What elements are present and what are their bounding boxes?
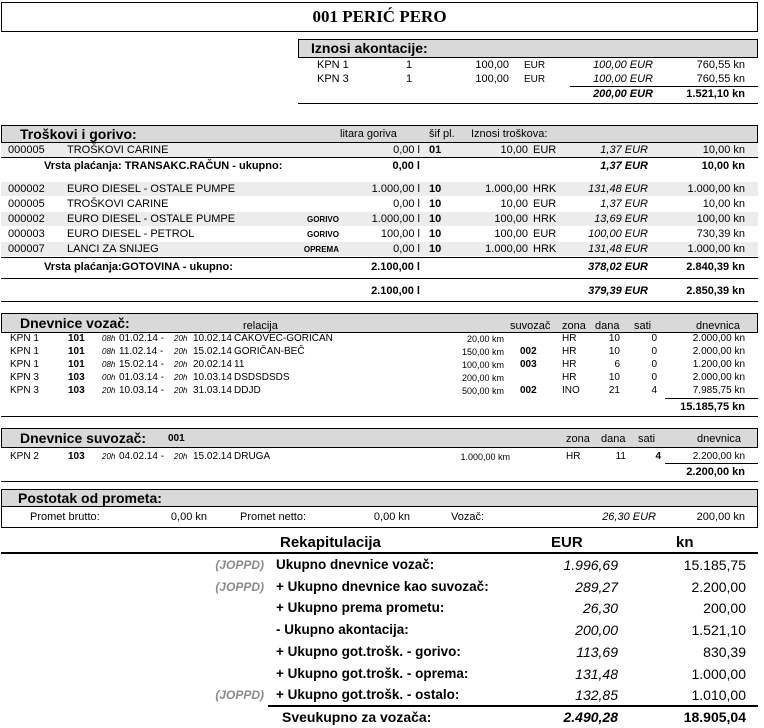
troskovi-cur: EUR xyxy=(533,228,557,240)
troskovi-g2-litres: 2.100,00 l xyxy=(371,261,420,273)
troskovi-amount: 1.000,00 xyxy=(485,183,528,195)
troskovi-tag: GORIVO xyxy=(306,215,339,224)
ds-bottom-line xyxy=(1,481,758,482)
dv-km: 500,00 km xyxy=(461,386,504,396)
ds-total-line xyxy=(665,463,758,464)
troskovi-cur: HRK xyxy=(533,243,557,255)
troskovi-g2-divider xyxy=(1,257,758,258)
dv-d2: 10.02.14 xyxy=(193,333,232,344)
dv-zona: HR xyxy=(562,333,577,344)
troskovi-total-eur: 379,39 EUR xyxy=(588,285,648,297)
akont-kn: 760,55 kn xyxy=(696,73,745,85)
dv-t1: 20h xyxy=(102,386,116,395)
troskovi-bottom-line xyxy=(1,301,758,302)
rekap-eur: 132,85 xyxy=(575,687,618,704)
akontacije-divider xyxy=(570,86,758,87)
troskovi-code: 000005 xyxy=(8,198,45,210)
rekap-label: - Ukupno akontacija: xyxy=(276,622,409,638)
troskovi-col-litara: litara goriva xyxy=(340,128,397,140)
akont-kn: 760,55 kn xyxy=(696,59,745,71)
rekap-total-line xyxy=(268,705,758,707)
dv-col-dana: dana xyxy=(595,320,620,332)
ds-t2: 20h xyxy=(174,452,188,461)
rekap-label: + Ukupno got.trošk. - oprema: xyxy=(276,665,469,681)
rekap-kn: 1.521,10 xyxy=(691,622,746,639)
troskovi-litres: 1.000,00 l xyxy=(371,183,420,195)
troskovi-total-litres: 2.100,00 l xyxy=(371,285,420,297)
dv-t2: 20h xyxy=(174,360,188,369)
troskovi-desc: TROŠKOVI CARINE xyxy=(67,198,169,210)
dv-dana: 21 xyxy=(608,385,620,396)
ds-col-dana: dana xyxy=(601,433,626,445)
akont-qty: 1 xyxy=(406,59,413,71)
akont-eur: 100,00 EUR xyxy=(593,59,653,71)
dv-col-sati: sati xyxy=(634,320,652,332)
ds-dana: 11 xyxy=(615,451,626,462)
rekap-eur: 1.996,69 xyxy=(563,557,618,573)
troskovi-eur: 131,48 EUR xyxy=(588,243,648,255)
dnevnice-vozac-title: Dnevnice vozač: xyxy=(20,315,130,331)
ds-amt: 2.200,00 kn xyxy=(692,451,745,462)
dv-d1: 10.03.14 - xyxy=(119,385,165,396)
troskovi-g2-eur: 378,02 EUR xyxy=(588,261,648,273)
page-title: 001 PERIĆ PERO xyxy=(312,7,447,26)
dv-d2: 10.03.14 xyxy=(193,372,232,383)
troskovi-code: 000007 xyxy=(8,243,45,255)
ds-code: 001 xyxy=(168,433,185,444)
troskovi-sif: 10 xyxy=(429,228,442,240)
dv-sati: 0 xyxy=(651,359,657,370)
dv-rel: 11 xyxy=(234,359,245,370)
rekap-kn: 1.000,00 xyxy=(691,665,746,682)
akont-amount: 100,00 xyxy=(475,73,509,85)
dv-rel: ČAKOVEC-GORIČAN xyxy=(234,333,333,344)
dv-num: 101 xyxy=(68,359,85,370)
troskovi-kn: 10,00 kn xyxy=(702,198,745,210)
troskovi-eur: 131,48 EUR xyxy=(588,183,648,195)
dv-col-relacija: relacija xyxy=(243,320,278,332)
troskovi-amount: 10,00 xyxy=(500,144,528,156)
troskovi-title: Troškovi i gorivo: xyxy=(20,126,137,142)
troskovi-amount: 10,00 xyxy=(500,198,528,210)
akont-amount: 100,00 xyxy=(475,59,509,71)
dv-sati: 0 xyxy=(651,372,657,383)
dv-zona: HR xyxy=(562,372,577,383)
troskovi-g2-label: Vrsta plaćanja:GOTOVINA - ukupno: xyxy=(44,261,233,273)
troskovi-cur: EUR xyxy=(533,198,557,210)
dv-km: 100,00 km xyxy=(461,360,504,370)
ds-col-zona: zona xyxy=(566,433,590,445)
troskovi-litres: 0,00 l xyxy=(393,144,420,156)
dv-sati: 0 xyxy=(651,346,657,357)
dv-km: 200,00 km xyxy=(461,373,504,383)
troskovi-g2-kn: 2.840,39 kn xyxy=(686,261,745,273)
akontacije-total-kn: 1.521,10 kn xyxy=(686,88,745,100)
rekap-col-kn: kn xyxy=(676,534,694,551)
troskovi-amount: 1.000,00 xyxy=(485,243,528,255)
dv-dana: 10 xyxy=(608,372,620,383)
rekap-label: + Ukupno dnevnice kao suvozač: xyxy=(276,578,489,594)
dv-rel: DSDSDSDS xyxy=(234,372,290,383)
troskovi-code: 000003 xyxy=(8,228,45,240)
troskovi-total-line xyxy=(1,278,758,279)
rekap-kn: 2.200,00 xyxy=(691,578,746,595)
troskovi-kn: 100,00 kn xyxy=(696,213,745,225)
rekap-eur: 289,27 xyxy=(575,578,618,595)
dv-rel: GORIČAN-BEČ xyxy=(234,346,305,357)
troskovi-litres: 1.000,00 l xyxy=(371,213,420,225)
postotak-vozac-kn: 200,00 kn xyxy=(696,511,745,523)
dv-amt: 2.000,00 kn xyxy=(692,333,745,344)
dv-d1: 01.03.14 - xyxy=(119,372,165,383)
troskovi-litres: 0,00 l xyxy=(393,243,420,255)
akont-name: KPN 3 xyxy=(317,73,349,85)
troskovi-g1-kn: 10,00 kn xyxy=(701,160,745,172)
troskovi-kn: 730,39 kn xyxy=(696,228,745,240)
dv-col-suvozac: suvozač xyxy=(510,320,551,332)
dv-t2: 20h xyxy=(174,373,188,382)
dv-t1: 08h xyxy=(102,360,116,369)
ds-num: 103 xyxy=(68,451,85,462)
troskovi-col-sif: šif pl. xyxy=(429,128,455,140)
troskovi-kn: 10,00 kn xyxy=(702,144,745,156)
troskovi-litres: 0,00 l xyxy=(393,198,420,210)
troskovi-amount: 100,00 xyxy=(494,228,528,240)
rekap-col-eur: EUR xyxy=(551,534,583,551)
postotak-netto: 0,00 kn xyxy=(373,511,410,523)
rekap-label: + Ukupno prema prometu: xyxy=(276,600,445,616)
ds-total: 2.200,00 kn xyxy=(686,466,745,478)
troskovi-g1-label: Vrsta plaćanja: TRANSAKC.RAČUN - ukupno: xyxy=(44,160,283,172)
troskovi-sif: 10 xyxy=(429,213,442,225)
ds-d1: 04.02.14 - xyxy=(119,451,165,462)
troskovi-sif: 01 xyxy=(429,144,442,156)
troskovi-tag: OPREMA xyxy=(303,245,339,254)
postotak-brutto: 0,00 kn xyxy=(170,511,207,523)
dv-total-line xyxy=(665,398,758,399)
dv-kpn: KPN 1 xyxy=(10,346,39,357)
troskovi-desc: LANCI ZA SNIJEG xyxy=(67,243,159,255)
akontacije-bottom-line xyxy=(298,103,758,104)
dv-sati: 0 xyxy=(651,333,657,344)
dv-suv: 002 xyxy=(520,346,537,357)
ds-rel: DRUGA xyxy=(234,451,271,462)
dv-t2: 20h xyxy=(174,386,188,395)
dv-d2: 20.02.14 xyxy=(193,359,232,370)
akontacije-total-eur: 200,00 EUR xyxy=(593,88,653,100)
rekap-total-eur: 2.490,28 xyxy=(563,709,618,725)
rekap-tag: (JOPPD) xyxy=(215,688,264,703)
troskovi-cur: HRK xyxy=(533,183,557,195)
dv-num: 103 xyxy=(68,385,85,396)
troskovi-cur: HRK xyxy=(533,213,557,225)
dv-dana: 10 xyxy=(608,333,620,344)
dv-col-zona: zona xyxy=(562,320,586,332)
ds-d2: 15.02.14 xyxy=(193,451,232,462)
rekap-tag: (JOPPD) xyxy=(215,558,264,572)
troskovi-desc: EURO DIESEL - OSTALE PUMPE xyxy=(67,183,236,195)
rekap-total-kn: 18.905,04 xyxy=(683,709,746,725)
troskovi-eur: 13,69 EUR xyxy=(594,213,648,225)
troskovi-code: 000005 xyxy=(8,144,45,156)
akont-cur: EUR xyxy=(524,60,546,71)
ds-zona: HR xyxy=(566,451,581,462)
dv-suv: 002 xyxy=(520,385,537,396)
troskovi-kn: 1.000,00 kn xyxy=(687,243,745,255)
dv-total: 15.185,75 kn xyxy=(680,401,745,413)
rekap-header-line xyxy=(1,552,758,554)
dv-kpn: KPN 1 xyxy=(10,333,39,344)
rekap-kn: 1.010,00 xyxy=(691,687,746,704)
dv-dana: 10 xyxy=(608,346,620,357)
akont-name: KPN 1 xyxy=(317,59,349,71)
troskovi-total-kn: 2.850,39 kn xyxy=(686,285,745,297)
postotak-netto-label: Promet netto: xyxy=(240,511,307,523)
dv-col-dnevnica: dnevnica xyxy=(696,320,741,332)
rekap-eur: 200,00 xyxy=(575,622,618,639)
rekap-eur: 26,30 xyxy=(582,600,618,617)
dv-suv: 003 xyxy=(520,359,537,370)
troskovi-cur: EUR xyxy=(533,144,557,156)
troskovi-g1-divider xyxy=(1,157,758,158)
postotak-title: Postotak od prometa: xyxy=(18,490,162,506)
rekap-title: Rekapitulacija xyxy=(280,534,381,551)
dv-amt: 2.000,00 kn xyxy=(692,346,745,357)
ds-t1: 20h xyxy=(102,452,116,461)
ds-col-sati: sati xyxy=(638,433,656,445)
dv-num: 101 xyxy=(68,333,85,344)
rekap-kn: 15.185,75 xyxy=(683,557,746,573)
ds-km: 1.000,00 km xyxy=(460,452,510,462)
troskovi-amount: 100,00 xyxy=(494,213,528,225)
ds-sati: 4 xyxy=(655,451,661,462)
dv-num: 101 xyxy=(68,346,85,357)
dv-d2: 31.03.14 xyxy=(193,385,232,396)
dv-bottom-line xyxy=(1,416,758,417)
dv-zona: HR xyxy=(562,359,577,370)
dv-d1: 01.02.14 - xyxy=(119,333,165,344)
dv-d1: 15.02.14 - xyxy=(119,359,165,370)
troskovi-code: 000002 xyxy=(8,213,45,225)
postotak-vozac-eur: 26,30 EUR xyxy=(602,511,656,523)
rekap-eur: 131,48 xyxy=(575,665,618,682)
dv-dana: 6 xyxy=(614,359,620,370)
troskovi-sif: 10 xyxy=(429,243,442,255)
ds-col-dnevnica: dnevnica xyxy=(697,433,742,445)
ds-kpn: KPN 2 xyxy=(10,451,39,462)
troskovi-eur: 100,00 EUR xyxy=(588,228,648,240)
dv-num: 103 xyxy=(68,372,85,383)
troskovi-g1-eur: 1,37 EUR xyxy=(600,160,648,172)
dv-d1: 11.02.14 - xyxy=(119,346,164,357)
troskovi-tag: GORIVO xyxy=(306,230,339,239)
dv-amt: 2.000,00 kn xyxy=(692,372,745,383)
rekap-tag: (JOPPD) xyxy=(215,579,264,594)
rekap-kn: 200,00 xyxy=(703,600,746,617)
postotak-brutto-label: Promet brutto: xyxy=(30,511,100,523)
dv-t2: 20h xyxy=(174,347,188,356)
dv-km: 20,00 km xyxy=(466,334,504,344)
dv-zona: HR xyxy=(562,346,577,357)
troskovi-eur: 1,37 EUR xyxy=(600,144,648,156)
troskovi-kn: 1.000,00 kn xyxy=(687,183,745,195)
dv-rel: DDJD xyxy=(234,385,261,396)
akont-eur: 100,00 EUR xyxy=(593,73,653,85)
rekap-label: + Ukupno got.trošk. - ostalo: xyxy=(276,687,460,703)
postotak-vozac-label: Vozač: xyxy=(451,511,485,523)
troskovi-litres: 100,00 l xyxy=(380,228,420,240)
dv-t1: 08h xyxy=(102,347,116,356)
rekap-kn: 830,39 xyxy=(703,643,746,660)
dv-t2: 20h xyxy=(174,334,188,343)
dv-t1: 08h xyxy=(102,334,116,343)
dv-d2: 15.02.14 xyxy=(193,346,232,357)
troskovi-desc: EURO DIESEL - OSTALE PUMPE xyxy=(67,213,236,225)
akont-qty: 1 xyxy=(406,73,413,85)
akont-cur: EUR xyxy=(524,74,546,85)
dv-amt: 1.200,00 kn xyxy=(692,359,745,370)
troskovi-desc: EURO DIESEL - PETROL xyxy=(67,228,195,240)
dv-sati: 4 xyxy=(651,385,657,396)
troskovi-code: 000002 xyxy=(8,183,45,195)
dv-amt: 7.985,75 kn xyxy=(692,385,745,396)
rekap-label: + Ukupno got.trošk. - gorivo: xyxy=(276,643,461,659)
dv-km: 150,00 km xyxy=(461,347,504,357)
rekap-total-label: Sveukupno za vozača: xyxy=(282,709,432,725)
dv-t1: 00h xyxy=(102,373,116,382)
troskovi-sif: 10 xyxy=(429,183,442,195)
rekap-eur: 113,69 xyxy=(576,643,618,660)
dnevnice-suvozac-title: Dnevnice suvozač: xyxy=(20,430,147,446)
dv-kpn: KPN 1 xyxy=(10,359,39,370)
troskovi-desc: TROŠKOVI CARINE xyxy=(67,144,169,156)
troskovi-sif: 10 xyxy=(429,198,442,210)
rekap-label: Ukupno dnevnice vozač: xyxy=(276,557,435,572)
dv-kpn: KPN 3 xyxy=(10,372,39,383)
akontacije-title: Iznosi akontacije: xyxy=(311,40,428,56)
troskovi-eur: 1,37 EUR xyxy=(600,198,648,210)
troskovi-g1-litres: 0,00 l xyxy=(392,160,420,172)
dv-zona: INO xyxy=(562,385,580,396)
dv-kpn: KPN 3 xyxy=(10,385,39,396)
troskovi-col-iznosi: Iznosi troškova: xyxy=(471,128,548,140)
